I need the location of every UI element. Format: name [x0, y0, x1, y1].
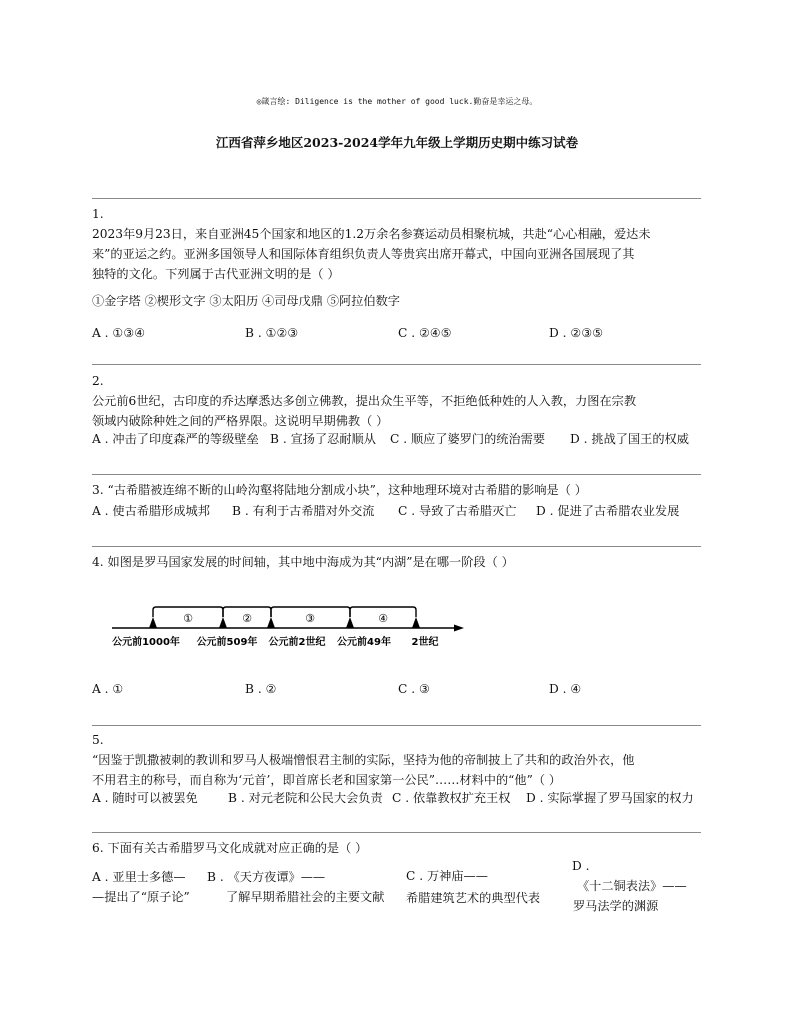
option-b-line2: 了解早期希腊社会的主要文献 — [226, 890, 385, 904]
question-number: 1. — [92, 207, 104, 221]
timeline-marker — [267, 617, 275, 628]
option-c[interactable]: C . ③ — [398, 682, 430, 696]
question-1-items: ①金字塔 ②楔形文字 ③太阳历 ④司母戊鼎 ⑤阿拉伯数字 — [92, 294, 400, 308]
divider — [92, 832, 701, 833]
option-c[interactable] — [406, 866, 540, 908]
page-title: 江西省萍乡地区2023-2024学年九年级上学期历史期中练习试卷 — [215, 135, 579, 150]
option-a[interactable]: A . 冲击了印度森严的等级壁垒 — [92, 432, 259, 446]
timeline-segment-2: ② — [242, 612, 252, 625]
option-b[interactable]: B . 对元老院和公民大会负责 — [228, 791, 383, 805]
question-number: 5. — [92, 733, 104, 747]
option-d[interactable] — [572, 856, 687, 916]
timeline-marker — [346, 617, 354, 628]
divider — [92, 474, 701, 475]
option-c[interactable]: C . ②④⑤ — [398, 326, 452, 340]
divider — [92, 364, 701, 365]
option-d-line2: 罗马法学的渊源 — [573, 899, 659, 913]
timeline-label: 2世纪 — [411, 637, 439, 648]
timeline-marker — [149, 617, 157, 628]
option-a[interactable]: A . ①③④ — [92, 326, 146, 340]
option-c[interactable]: C . 导致了古希腊灭亡 — [398, 504, 517, 518]
option-a-line1: A . 亚里士多德— — [92, 870, 186, 884]
timeline-diagram — [92, 598, 472, 650]
option-b-line1: B . 《天方夜谭》—— — [207, 870, 326, 884]
timeline-label: 公元前2世纪 — [268, 637, 326, 648]
question-text-line: 领域内破除种姓之间的严格界限。这说明早期佛教（ ） — [92, 414, 389, 428]
question-1 — [92, 204, 704, 284]
question-5 — [92, 730, 704, 790]
option-a[interactable]: A . 随时可以被罢免 — [92, 791, 198, 805]
option-a[interactable]: A . ① — [92, 682, 124, 696]
option-b[interactable]: B . 有利于古希腊对外交流 — [232, 504, 375, 518]
motto-header: ◎箴言绘: Diligence is the mother of good luck.勤奋是幸运之母。 — [256, 97, 538, 106]
option-c[interactable]: C . 顺应了婆罗门的统治需要 — [390, 432, 546, 446]
question-4-stem: 4. 如图是罗马国家发展的时间轴，其中地中海成为其“内湖”是在哪一阶段（ ） — [92, 555, 514, 569]
option-d[interactable]: D . ④ — [549, 682, 582, 696]
question-text-line: 2023年9月23日，来自亚洲45个国家和地区的1.2万余名参赛运动员相聚杭城，共赴“心心相融，爱达未 — [92, 227, 651, 241]
timeline-marker — [219, 617, 227, 628]
option-b[interactable] — [207, 867, 384, 907]
divider — [92, 198, 701, 199]
option-d[interactable]: D . 促进了古希腊农业发展 — [536, 504, 680, 518]
question-2 — [92, 371, 704, 431]
option-a[interactable]: A . 使古希腊形成城邦 — [92, 504, 210, 518]
option-b[interactable]: B . ①②③ — [245, 326, 299, 340]
timeline-arrow — [454, 625, 464, 632]
divider — [92, 725, 701, 726]
question-text-line: 来”的亚运之约。亚洲多国领导人和国际体育组织负责人等贵宾出席开幕式，中国向亚洲各国展现了其 — [92, 247, 635, 261]
timeline-label: 公元前509年 — [196, 637, 258, 648]
option-b[interactable]: B . ② — [245, 682, 277, 696]
option-d-line1: 《十二铜表法》—— — [577, 879, 687, 893]
timeline-segment-3: ③ — [305, 612, 315, 625]
option-c[interactable]: C . 依靠教权扩充王权 — [392, 791, 511, 805]
option-b[interactable]: B . 宣扬了忍耐顺从 — [270, 432, 376, 446]
question-number: 2. — [92, 374, 104, 388]
timeline-segment-4: ④ — [378, 612, 388, 625]
option-d-label: D . — [572, 859, 590, 873]
question-text-line: “因鉴于凯撒被刺的教训和罗马人极端憎恨君主制的实际，坚持为他的帝制披上了共和的政治外衣，他 — [92, 753, 635, 767]
option-c-line1: C . 万神庙—— — [406, 869, 488, 883]
option-d[interactable]: D . 挑战了国王的权威 — [570, 432, 689, 446]
option-c-line2: 希腊建筑艺术的典型代表 — [406, 891, 541, 905]
option-d[interactable]: D . ②③⑤ — [549, 326, 604, 340]
timeline-label: 公元前1000年 — [112, 637, 180, 648]
question-text-line: 公元前6世纪，古印度的乔达摩悉达多创立佛教，提出众生平等，不拒绝低种姓的人入教，力图在宗教 — [92, 394, 637, 408]
timeline-segment-1: ① — [183, 612, 193, 625]
divider — [92, 546, 701, 547]
question-6-stem: 6. 下面有关古希腊罗马文化成就对应正确的是（ ） — [92, 841, 368, 855]
question-text-line: 不用君主的称号，而自称为‘元首’，即首席长老和国家第一公民”……材料中的“他”（ ） — [92, 773, 562, 787]
timeline-marker — [412, 617, 420, 628]
option-a[interactable] — [92, 867, 190, 907]
option-a-line2: —提出了“原子论” — [92, 890, 190, 904]
question-text-line: 独特的文化。下列属于古代亚洲文明的是（ ） — [92, 267, 340, 281]
question-3-stem: 3. “古希腊被连绵不断的山岭沟壑将陆地分割成小块”，这种地理环境对古希腊的影响是（ ） — [92, 483, 587, 497]
option-d[interactable]: D . 实际掌握了罗马国家的权力 — [526, 791, 694, 805]
timeline-label: 公元前49年 — [337, 637, 391, 648]
